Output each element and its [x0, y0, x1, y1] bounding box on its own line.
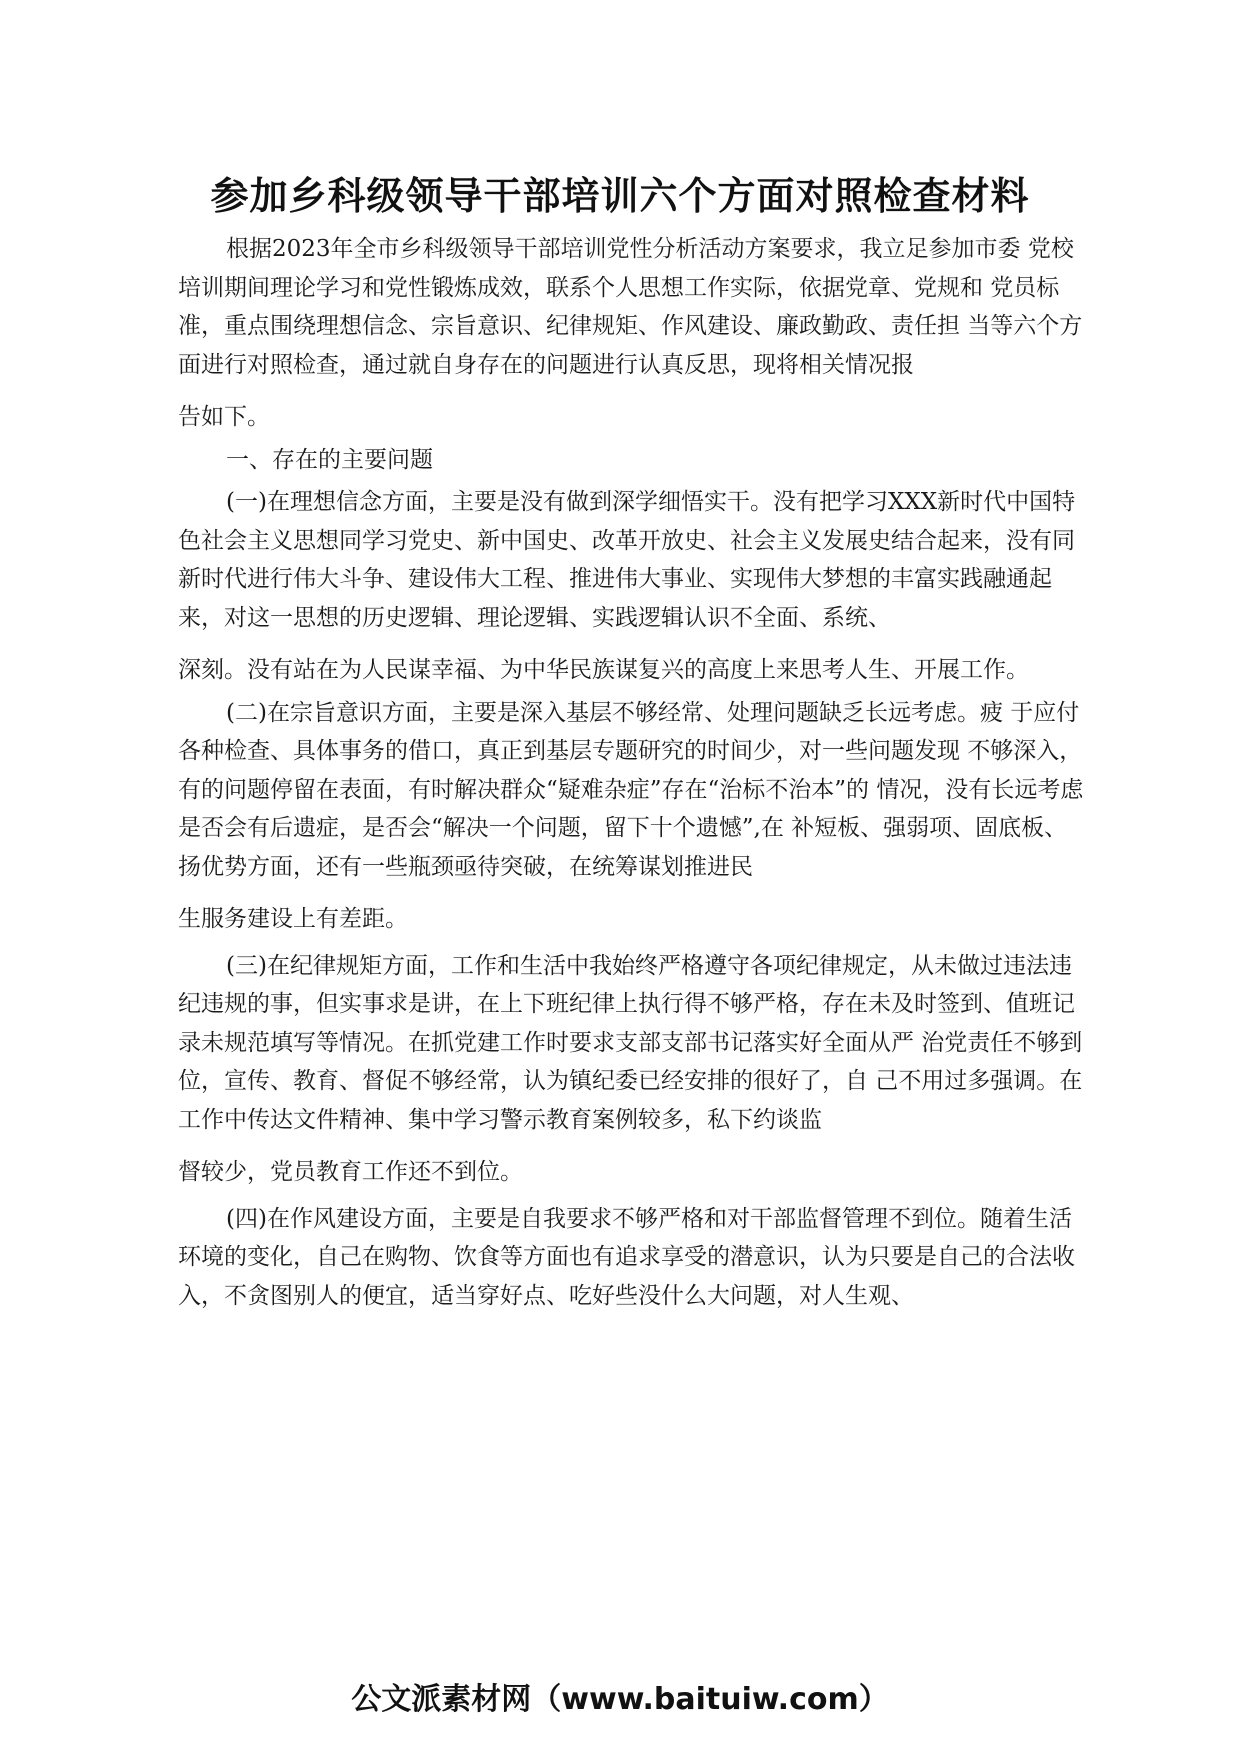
paragraph-ideals-end: 深刻。没有站在为人民谋幸福、为中华民族谋复兴的高度上来思考人生、开展工作。: [178, 657, 1029, 683]
paragraph-purpose-end: 生服务建设上有差距。: [178, 906, 408, 932]
paragraph-style: (四)在作风建设方面，主要是自我要求不够严格和对干部监督管理不到位。随着生活环境的变化，自己在购物、饮食等方面也有追求享受的潜意识，认为只要是自己的合法收入，不贪图别人的便宜，适当穿好点、吃好些没什么大问题，对人生观、: [178, 1205, 1075, 1309]
paragraph-intro: 根据2023年全市乡科级领导干部培训党性分析活动方案要求，我立足参加市委 党校培训期间理论学习和党性锻炼成效，联系个人思想工作实际，依据党章、党规和 党员标准，重点围绕理想信念、宗旨意识、纪律规矩、作风建设、廉政勤政、责任担 当等六个方面进行对照检查，通过就自身存在的问题进行认真反思，现将相关情况报: [178, 236, 1083, 378]
paragraph-discipline-end: 督较少，党员教育工作还不到位。: [178, 1159, 523, 1185]
document-title: 参加乡科级领导干部培训六个方面对照检查材料: [210, 174, 1030, 218]
paragraph-intro-end: 告如下。: [178, 404, 270, 430]
paragraph-discipline: (三)在纪律规矩方面，工作和生活中我始终严格遵守各项纪律规定，从未做过违法违纪违规的事，但实事求是讲，在上下班纪律上执行得不够严格，存在未及时签到、值班记录未规范填写等情况。在抓党建工作时要求支部支部书记落实好全面从严 治党责任不够到位，宣传、教育、督促不够经常，认为镇纪委已经安排的很好了，自 己不用过多强调。在工作中传达文件精神、集中学习警示教育案例较多，私下约谈监: [178, 952, 1083, 1133]
footer-watermark: 公文派素材网（www.baituiw.com）: [351, 1682, 889, 1717]
paragraph-purpose: (二)在宗旨意识方面，主要是深入基层不够经常、处理问题缺乏长远考虑。疲 于应付各种检查、具体事务的借口，真正到基层专题研究的时间少，对一些问题发现 不够深入，有的问题停留在表面，有时解决群众“疑难杂症”存在“治标不治本”的 情况，没有长远考虑是否会有后遗症，是否会“解决一个问题，留下十个遗憾”,在 补短板、强弱项、固底板、扬优势方面，还有一些瓶颈亟待突破，在统筹谋划推进民: [178, 699, 1084, 880]
section-heading: 一、存在的主要问题: [226, 446, 433, 473]
document-body: [178, 230, 1088, 1315]
paragraph-ideals: (一)在理想信念方面，主要是没有做到深学细悟实干。没有把学习XXX新时代中国特色社会主义思想同学习党史、新中国史、改革开放史、社会主义发展史结合起来，没有同新时代进行伟大斗争、建设伟大工程、推进伟大事业、实现伟大梦想的丰富实践融通起来，对这一思想的历史逻辑、理论逻辑、实践逻辑认识不全面、系统、: [178, 489, 1076, 631]
